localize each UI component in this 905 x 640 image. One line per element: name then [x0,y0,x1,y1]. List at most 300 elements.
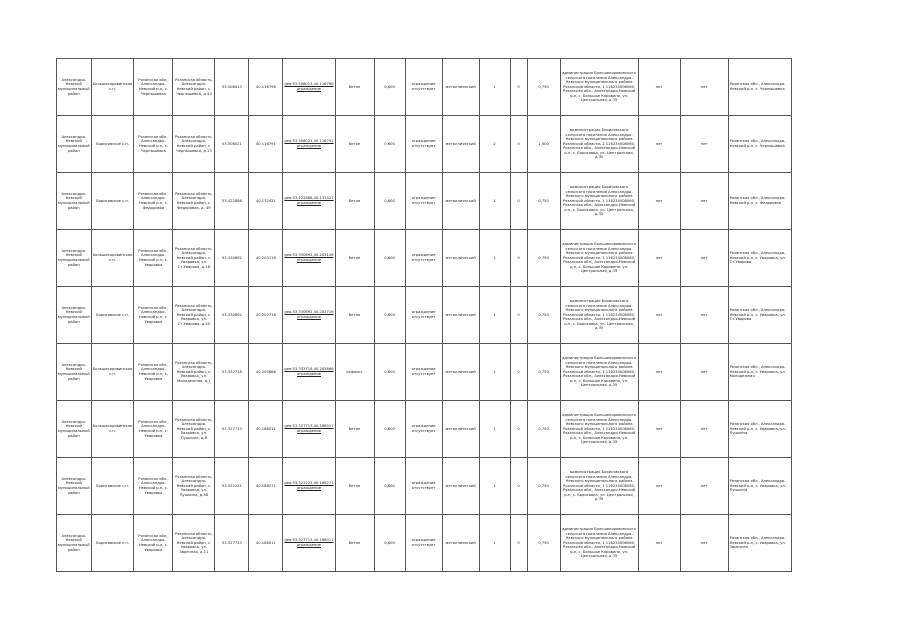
table-cell [57,173,92,230]
cell-text: нет [655,255,663,260]
cell-text: 53.422886 [221,198,242,203]
table-cell [283,59,335,116]
table-cell [479,173,510,230]
table-cell [510,59,527,116]
table-cell [57,287,92,344]
coordinates-link[interactable]: geo:53.422886,40.132421 ограждение [284,196,334,205]
table-cell [374,59,405,116]
table-cell [680,458,728,515]
data-table [56,58,792,572]
cell-text: нет [655,426,663,431]
cell-text: Борисовское с.п. [96,312,129,317]
table-cell [215,59,249,116]
table-cell [442,287,479,344]
cell-text: 40.116796 [255,84,276,89]
cell-text: Большекоровинское с.п. [92,367,133,376]
cell-text: ограждение отсутствует [411,424,436,433]
table-cell [134,287,173,344]
table-cell [134,458,173,515]
table-cell [680,59,728,116]
table-cell [173,59,215,116]
table-cell [510,230,527,287]
cell-text: 0 [517,540,520,545]
cell-text: бетон [348,312,361,317]
cell-text: Рязанская обл., Александро-Невский р-н, с. Чернышевка [729,82,786,91]
cell-text: Большекоровинское с.п. [92,424,133,433]
cell-text: 1 [493,483,496,488]
cell-text: 0,600 [384,312,395,317]
table-cell [374,515,405,572]
cell-text: администрация Большекоровинского сельского поселения Александро-Невского муниципального района Рязанской области, 1 116234008060, Рязанская обл., Александро-Невский р-н, с. Большое Коровино, ул. Центральная, д.35 [562,412,636,445]
cell-text: 53.330692 [221,312,242,317]
cell-text: 0,600 [384,540,395,545]
table-cell [527,230,560,287]
table-cell [249,344,283,401]
cell-text: 0,600 [384,255,395,260]
table-cell [527,458,560,515]
table-cell [479,458,510,515]
cell-text: 0,600 [384,141,395,146]
cell-text: 53.330692 [221,255,242,260]
table-cell [728,344,791,401]
cell-text: металлический [445,255,476,260]
cell-text: Борисовское с.п. [96,141,129,146]
cell-text: Рязанская обл., Александро-Невский р-н, с. Уваровка [138,419,169,438]
table-cell [527,59,560,116]
table-cell [374,401,405,458]
table-cell [728,59,791,116]
table-cell [91,287,134,344]
cell-text: нет [700,426,708,431]
table-cell [173,401,215,458]
cell-text: нет [655,312,663,317]
table-cell [680,230,728,287]
table-cell [638,401,680,458]
table-cell [510,173,527,230]
cell-text: 0 [517,141,520,146]
cell-text: бетон [348,198,361,203]
table-cell [405,287,442,344]
cell-text: Рязанская обл., Александро-Невский р-н, с. Уваровка [138,362,169,381]
cell-text: 0 [517,426,520,431]
table-cell [335,458,374,515]
cell-text: администрация Борисовского сельского поселения Александро-Невского муниципального района Рязанской области, 1 116234008060, Рязанская обл., Александро-Невский р-н, с. Борисовка, ул. Центральная, д.35 [562,469,636,502]
cell-text: Рязанская обл., Александро-Невский р-н, с. Чернышевка [729,139,786,148]
cell-text: нет [655,84,663,89]
cell-text: 1 [493,369,496,374]
table-cell [374,230,405,287]
table-cell [91,116,134,173]
cell-text: Александро-Невский муниципальный район [58,419,90,438]
table-row [57,344,792,401]
cell-text: нет [700,198,708,203]
cell-text: 40.132421 [255,198,276,203]
cell-text: ограждение отсутствует [411,367,436,376]
coordinates-link[interactable]: geo:53.508021,40.116791 ограждение [284,139,334,148]
cell-text: 0 [517,198,520,203]
table-cell [442,401,479,458]
table-cell [57,458,92,515]
table-cell [405,59,442,116]
cell-text: Рязанская обл., Александро-Невский р-н, с. Чернышевка [138,77,169,96]
cell-text: металлический [445,312,476,317]
table-cell [134,230,173,287]
cell-text: Рязанская область, Александро-Невский район, с. Уваровка, ул. Пушкина, д.8 [175,417,213,440]
table-cell [728,458,791,515]
cell-text: Рязанская обл., Александро-Невский р-н, с. Уваровка [138,476,169,495]
cell-text: 53.327713 [221,540,242,545]
table-cell [249,173,283,230]
cell-text: 0,750 [538,84,549,89]
cell-text: 0,600 [384,84,395,89]
table-cell [173,344,215,401]
table-cell [680,515,728,572]
table-cell [405,116,442,173]
table-cell [510,515,527,572]
table-cell [335,344,374,401]
table-cell [249,116,283,173]
table-cell [335,287,374,344]
cell-text: администрация Борисовского сельского поселения Александро-Невского муниципального района Рязанской области, 1 116234008060, Рязанская обл., Александро-Невский р-н, с. Борисовка, ул. Центральная, д.35 [562,127,636,160]
table-cell [283,230,335,287]
table-cell [283,458,335,515]
cell-text: нет [655,540,663,545]
cell-text: 40.205866 [255,369,276,374]
table-cell [405,401,442,458]
table-cell [680,116,728,173]
cell-text: металлический [445,483,476,488]
cell-text: металлический [445,369,476,374]
cell-text: нет [655,369,663,374]
table-cell [442,230,479,287]
table-cell [680,344,728,401]
table-cell [479,515,510,572]
cell-text: 0,600 [384,369,395,374]
table-cell [560,230,638,287]
table-cell [215,344,249,401]
table-cell [680,401,728,458]
cell-text: 0 [517,84,520,89]
coordinates-link[interactable]: geo:53.327713,40.188011 ограждение [284,538,334,547]
table-cell [249,458,283,515]
table-cell [91,230,134,287]
table-cell [283,515,335,572]
cell-text: металлический [445,141,476,146]
cell-text: 0 [517,312,520,317]
cell-text: Рязанская область, Александро-Невский район, с. Чернышевка, д.13 [175,134,213,153]
cell-text: нет [700,540,708,545]
cell-text: 40.202716 [255,312,276,317]
cell-text: 1,500 [538,141,549,146]
cell-text: бетон [348,483,361,488]
table-cell [728,173,791,230]
table-cell [527,173,560,230]
coordinates-link[interactable]: geo:53.508013,40.116796 ограждение [284,82,334,91]
table-cell [249,401,283,458]
table-cell [728,401,791,458]
table-cell [638,230,680,287]
table-cell [249,59,283,116]
cell-text: ограждение отсутствует [411,82,436,91]
cell-text: ограждение отсутствует [411,253,436,262]
cell-text: администрация Большекоровинского сельского поселения Александро-Невского муниципального района Рязанской области, 1 116234008060, Рязанская обл., Александро-Невский р-н, с. Большое Коровино, ул. Центральная, д.35 [562,241,636,274]
cell-text: нет [700,312,708,317]
cell-text: металлический [445,426,476,431]
cell-text: Рязанская область, Александро-Невский район, с. Уваровка, ул. Ст.Уварова, д.18 [175,246,213,269]
table-cell [405,515,442,572]
cell-text: Рязанская область, Александро-Невский район, с. Чернышевка, д.43 [175,77,213,96]
table-cell [510,401,527,458]
cell-text: нет [700,141,708,146]
cell-text: нет [700,483,708,488]
cell-text: Рязанская обл., Александро-Невский р-н, с. Уваровка [138,248,169,267]
cell-text: 53.332718 [221,369,242,374]
table-cell [560,116,638,173]
table-cell [374,173,405,230]
table-cell [527,344,560,401]
cell-text: ограждение отсутствует [411,196,436,205]
table-cell [57,344,92,401]
cell-text: Большекоровинское с.п. [92,82,133,91]
table-cell [91,59,134,116]
cell-text: Рязанская область, Александро-Невский район, с. Уваровка, ул. Пушкина, д.38 [175,474,213,497]
cell-text: Александро-Невский муниципальный район [58,134,90,153]
cell-text: 0,750 [538,483,549,488]
cell-text: ограждение отсутствует [411,538,436,547]
table-cell [527,515,560,572]
table-row [57,515,792,572]
table-cell [134,116,173,173]
table-cell [335,515,374,572]
cell-text: Рязанская обл., Александро-Невский р-н, с. Федоровка [138,191,169,210]
cell-text: нет [700,84,708,89]
table-cell [173,287,215,344]
cell-text: 0,600 [384,426,395,431]
table-cell [91,515,134,572]
table-cell [134,173,173,230]
cell-text: Рязанская область, Александро-Невский район, с. Уваровка, ул. Ст.Уварова, д.40 [175,303,213,326]
cell-text: Александро-Невский муниципальный район [58,533,90,552]
cell-text: Рязанская обл., Александро-Невский р-н, с. Уваровка [138,533,169,552]
table-cell [57,515,92,572]
cell-text: 0,750 [538,426,549,431]
cell-text: асфальт [346,369,363,374]
table-cell [335,116,374,173]
table-cell [479,287,510,344]
cell-text: нет [700,369,708,374]
table-cell [374,344,405,401]
table-cell [479,230,510,287]
table-cell [510,287,527,344]
table-cell [405,173,442,230]
table-cell [57,59,92,116]
table-cell [560,173,638,230]
table-cell [405,344,442,401]
table-row [57,230,792,287]
table-cell [527,401,560,458]
table-cell [442,344,479,401]
cell-text: ограждение отсутствует [411,481,436,490]
cell-text: Рязанская область, Александро-Невский район, с. Уваровка, ул. Заречная, д.11 [175,531,213,554]
table-cell [173,116,215,173]
table-cell [283,344,335,401]
table-cell [405,230,442,287]
cell-text: 1 [493,540,496,545]
table-cell [479,59,510,116]
table-cell [405,458,442,515]
table-cell [335,401,374,458]
table-cell [442,116,479,173]
table-row [57,116,792,173]
cell-text: бетон [348,84,361,89]
table-cell [442,59,479,116]
cell-text: администрация Большекоровинского сельского поселения Александро-Невского муниципального района Рязанской области, 1 116234008060, Рязанская обл., Александро-Невский р-н, с. Большое Коровино, ул. Центральная, д.35 [562,355,636,388]
table-cell [510,344,527,401]
cell-text: Рязанская обл., Александро-Невский р-н, с. Уваровка, ул. Молодежная [729,365,786,379]
cell-text: 1 [493,198,496,203]
table-row [57,173,792,230]
cell-text: бетон [348,141,361,146]
table-cell [91,173,134,230]
table-cell [91,458,134,515]
table-cell [215,401,249,458]
table-cell [283,173,335,230]
table-cell [479,344,510,401]
table-cell [638,515,680,572]
cell-text: металлический [445,198,476,203]
cell-text: 1 [493,255,496,260]
table-cell [442,515,479,572]
cell-text: 0,750 [538,198,549,203]
cell-text: 0 [517,255,520,260]
cell-text: бетон [348,540,361,545]
table-cell [680,173,728,230]
table-cell [173,458,215,515]
table-cell [215,173,249,230]
table-cell [134,344,173,401]
cell-text: Рязанская область, Александро-Невский район, с. Уваровка, ул. Молодежная, д.1 [175,360,213,383]
table-cell [510,116,527,173]
coordinates-link[interactable]: geo:53.330692,40.202716 ограждение [284,310,334,319]
table-cell [283,401,335,458]
cell-text: 40.203116 [255,255,276,260]
cell-text: Рязанская обл., Александро-Невский р-н, с. Уваровка [138,305,169,324]
cell-text: металлический [445,540,476,545]
cell-text: 53.327713 [221,426,242,431]
cell-text: Александро-Невский муниципальный район [58,362,90,381]
table-cell [560,59,638,116]
table-cell [249,230,283,287]
cell-text: Рязанская область, Александро-Невский район, с. Федоровка, д. 49 [175,191,213,210]
cell-text: ограждение отсутствует [411,310,436,319]
cell-text: бетон [348,255,361,260]
table-cell [91,344,134,401]
table-cell [638,458,680,515]
cell-text: Александро-Невский муниципальный район [58,305,90,324]
cell-text: Борисовское с.п. [96,198,129,203]
cell-text: 40.116791 [255,141,276,146]
cell-text: 53.508021 [221,141,242,146]
table-cell [560,515,638,572]
table-cell [215,458,249,515]
cell-text: 53.322221 [221,483,242,488]
table-cell [560,344,638,401]
table-cell [374,116,405,173]
table-cell [283,287,335,344]
table-cell [638,173,680,230]
cell-text: Александро-Невский муниципальный район [58,248,90,267]
coordinates-link[interactable]: geo:53.322221,40.188271 ограждение [284,481,334,490]
cell-text: 0,750 [538,312,549,317]
table-row [57,287,792,344]
table-cell [638,287,680,344]
table-cell [680,287,728,344]
cell-text: 40.188271 [255,483,276,488]
cell-text: Рязанская обл., Александро-Невский р-н, с. Уваровка, ул. Ст.Уварова [729,251,786,265]
table-cell [91,401,134,458]
coordinates-link[interactable]: geo:53.330692,40.203116 ограждение [284,253,334,262]
cell-text: 1 [493,426,496,431]
cell-text: Борисовское с.п. [96,483,129,488]
table-cell [173,173,215,230]
cell-text: администрация Большекоровинского сельского поселения Александро-Невского муниципального района Рязанской области, 1 116234008060, Рязанская обл., Александро-Невский р-н, с. Большое Коровино, ул. Центральная, д.35 [562,70,636,103]
table-cell [374,287,405,344]
cell-text: 1 [493,84,496,89]
table-cell [215,287,249,344]
cell-text: Рязанская обл., Александро-Невский р-н, с. Уваровка, ул. Пушкина [729,479,786,493]
table-cell [374,458,405,515]
cell-text: 0,600 [384,483,395,488]
coordinates-link[interactable]: geo:53.332718,40.205866 ограждение [284,367,334,376]
table-cell [638,344,680,401]
cell-text: Борисовское с.п. [96,540,129,545]
table-row [57,59,792,116]
cell-text: 40.188011 [255,426,276,431]
table-cell [560,287,638,344]
table-cell [728,116,791,173]
cell-text: нет [655,483,663,488]
cell-text: 53.508013 [221,84,242,89]
coordinates-link[interactable]: geo:53.327713,40.188011 ограждение [284,424,334,433]
cell-text: администрация Борисовского сельского поселения Александро-Невского муниципального района Рязанской области, 1 116234008060, Рязанская обл., Александро-Невский р-н, с. Борисовка, ул. Центральная, д.35 [562,184,636,217]
cell-text: Александро-Невский муниципальный район [58,77,90,96]
table-cell [479,401,510,458]
cell-text: 0,750 [538,369,549,374]
cell-text: Рязанская обл., Александро-Невский р-н, с. Уваровка, ул. Заречная [729,536,786,550]
cell-text: администрация Большекоровинского сельского поселения Александро-Невского муниципального района Рязанской области, 1 116234008060, Рязанская обл., Александро-Невский р-н, с. Большое Коровино, ул. Центральная, д.35 [562,526,636,559]
cell-text: администрация Борисовского сельского поселения Александро-Невского муниципального района Рязанской области, 1 116234008060, Рязанская обл., Александро-Невский р-н, с. Борисовка, ул. Центральная, д.35 [562,298,636,331]
cell-text: нет [655,141,663,146]
table-cell [442,458,479,515]
table-cell [638,59,680,116]
cell-text: 0,750 [538,255,549,260]
table-cell [57,230,92,287]
table-cell [728,515,791,572]
table-cell [57,401,92,458]
table-cell [560,401,638,458]
table-cell [215,230,249,287]
table-cell [335,230,374,287]
cell-text: Александро-Невский муниципальный район [58,476,90,495]
table-cell [335,173,374,230]
cell-text: Александро-Невский муниципальный район [58,191,90,210]
cell-text: 0 [517,369,520,374]
table-cell [638,116,680,173]
table-cell [249,515,283,572]
table-cell [249,287,283,344]
table-cell [173,515,215,572]
cell-text: Большекоровинское с.п. [92,253,133,262]
